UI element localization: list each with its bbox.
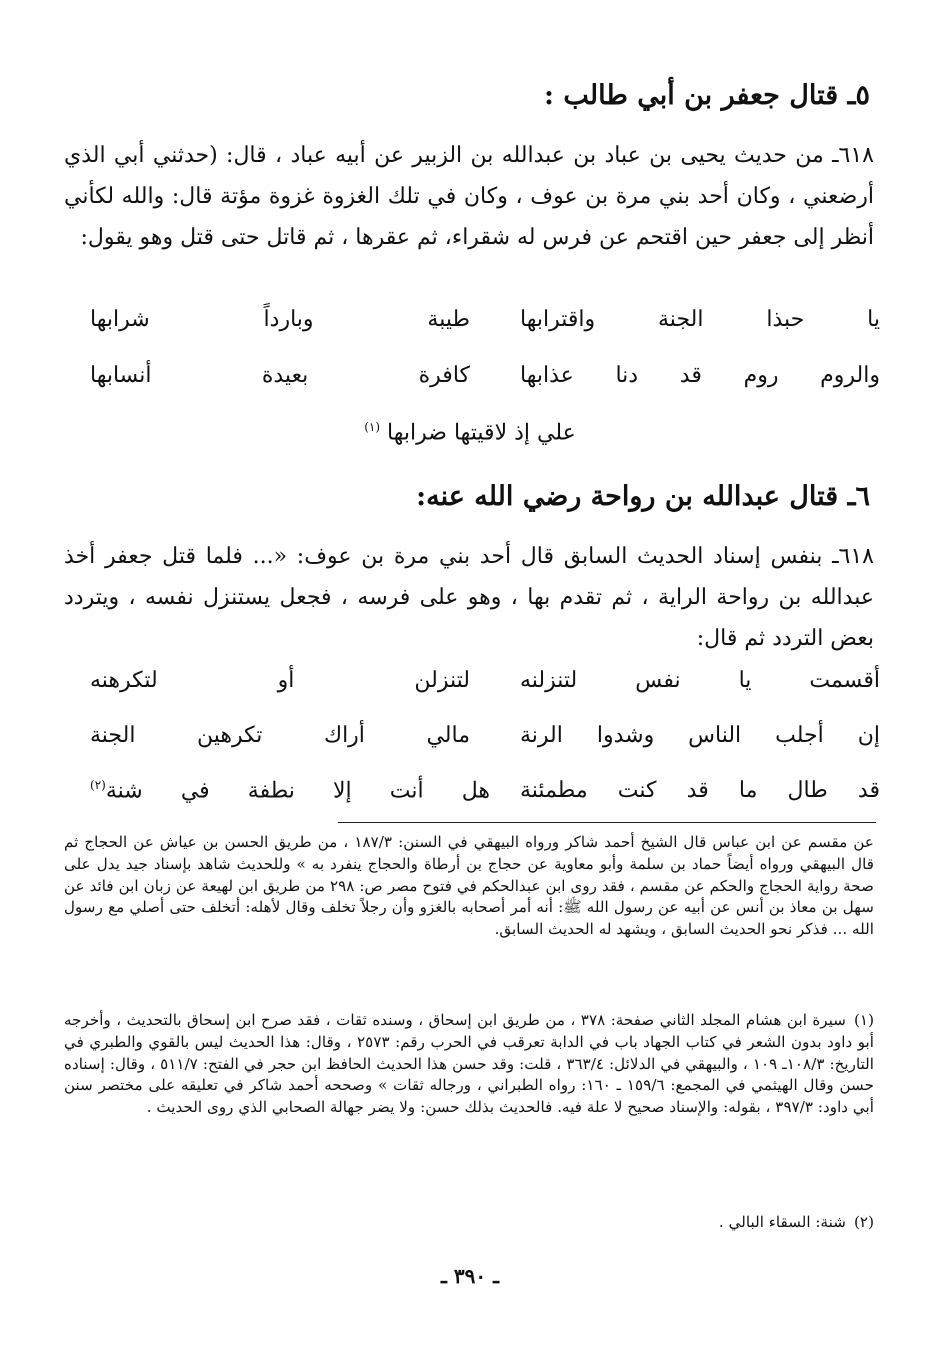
verse-final-text: علي إذ لاقيتها ضرابها	[387, 420, 576, 446]
verse-second-hemistich: طيبة وبارداً شرابها	[90, 307, 470, 332]
section-heading-jafar: ٥ـ قتال جعفر بن أبي طالب :	[543, 80, 870, 111]
verse-second-hemistich: كافرة بعيدة أنسابها	[90, 363, 470, 388]
verse-first-hemistich: أقسمت يا نفس لتنزلنه	[520, 668, 880, 693]
verse-line	[90, 307, 880, 347]
footnote-text: شنة: السقاء البالي .	[718, 1213, 846, 1231]
hadith-paragraph-jafar: ٦١٨ـ من حديث يحيى بن عباد بن عبدالله بن الزبير عن أبيه عباد ، قال: (حدثني أبي الذي أرضعني ، وكان أحد بني مرة بن عوف ، وكان في تلك الغزوة غزوة مؤتة قال: والله لكأني أنظر إلى جعفر حين اقتحم عن فرس له شقراء، ثم عقرها ، ثم قاتل حتى قتل وهو يقول:	[64, 143, 874, 250]
footnote-1	[64, 1010, 874, 1119]
footnote-ref: (١)	[364, 420, 381, 434]
footnote-continuation: عن مقسم عن ابن عباس قال الشيخ أحمد شاكر ورواه البيهقي في السنن: ١٨٧/٣ ، من طريق الحسن بن عياش عن الحجاج ثم قال البيهقي ورواه أيضاً حماد بن سلمة وأبو معاوية عن حجاج بن أرطاة والحجاج ينفرد به » وللحديث شاهد بإسناد جيد يدل على صحة رواية الحجاج والحكم عن مقسم ، فقد روى ابن عبدالحكم في فتوح مصر ص: ٢٩٨ من طريق ابن لهيعة عن زبان ابن فائد عن سهل بن معاذ بن أنس عن أبيه عن رسول الله ﷺ: أنه أمر أصحابه بالغزو وأن رجلاً تخلف وقال لأهله: أتخلف حتى أصلي مع رسول الله ... فذكر نحو الحديث السابق ، ويشهد له الحديث السابق.	[64, 833, 874, 939]
verse-line	[90, 723, 880, 763]
footnote-number: (١)	[853, 1011, 874, 1029]
footnote-separator	[338, 822, 876, 823]
verse-second-hemistich: لتنزلن أو لتكرهنه	[90, 668, 470, 693]
section-heading-ibn-rawaha: ٦ـ قتال عبدالله بن رواحة رضي الله عنه:	[416, 481, 870, 512]
verse-first-hemistich: إن أجلب الناس وشدوا الرنة	[520, 723, 880, 748]
footnote-text: سيرة ابن هشام المجلد الثاني صفحة: ٣٧٨ ، من طريق ابن إسحاق ، وسنده ثقات ، فقد صرح ابن إسحاق بالتحديث ، وأخرجه أبو داود بدون الشعر في كتاب الجهاد باب في الدابة تعرقب في الحرب رقم: ٢٥٧٣ ، وقال: هذا الحديث ليس بالقوي والطبري في التاريخ: ١٠٨/٣ـ ١٠٩ ، والبيهقي في الدلائل: ٣٦٣/٤ ، قلت: وقد حسن هذا الحديث الحافظ ابن حجر في الفتح: ٥١١/٧ ، وقال: إسناده حسن وقال الهيثمي في المجمع: ١٥٩/٦ ـ ١٦٠: رواه الطبراني ، ورجاله ثقات » وصححه أحمد شاكر في تعليقه على مختصر سنن أبي داود: ٣٩٧/٣ ، بقوله: والإسناد صحيح لا علة فيه. فالحديث بذلك حسن: ولا يضر جهالة الصحابي الذي روى الحديث .	[64, 1011, 875, 1117]
verse-first-hemistich: يا حبذا الجنة واقترابها	[520, 307, 880, 332]
verse-second-hemistich	[90, 778, 490, 803]
verse-second-hemistich: مالي أراك تكرهين الجنة	[90, 723, 470, 748]
verse-line	[90, 668, 880, 708]
hadith-paragraph-ibn-rawaha: ٦١٨ـ بنفس إسناد الحديث السابق قال أحد بني مرة بن عوف: «... فلما قتل جعفر أخذ عبدالله بن رواحة الراية ، ثم تقدم بها ، وهو على فرسه ، فجعل يستنزل نفسه ، ويتردد بعض التردد ثم قال:	[64, 544, 874, 651]
footnote-2	[64, 1212, 874, 1234]
verse-first-hemistich: قد طال ما قد كنت مطمئنة	[520, 778, 880, 803]
verse-second-hemistich-text: هل أنت إلا نطفة في شنة	[105, 778, 490, 804]
verse-first-hemistich: والروم روم قد دنا عذابها	[520, 363, 880, 388]
verse-line-final	[0, 420, 940, 445]
page-number: ـ ٣٩٠ ـ	[441, 1264, 499, 1288]
verse-line	[90, 778, 880, 818]
footnote-number: (٢)	[853, 1213, 874, 1231]
verse-line	[90, 363, 880, 403]
footnote-ref: (٢)	[90, 778, 106, 792]
